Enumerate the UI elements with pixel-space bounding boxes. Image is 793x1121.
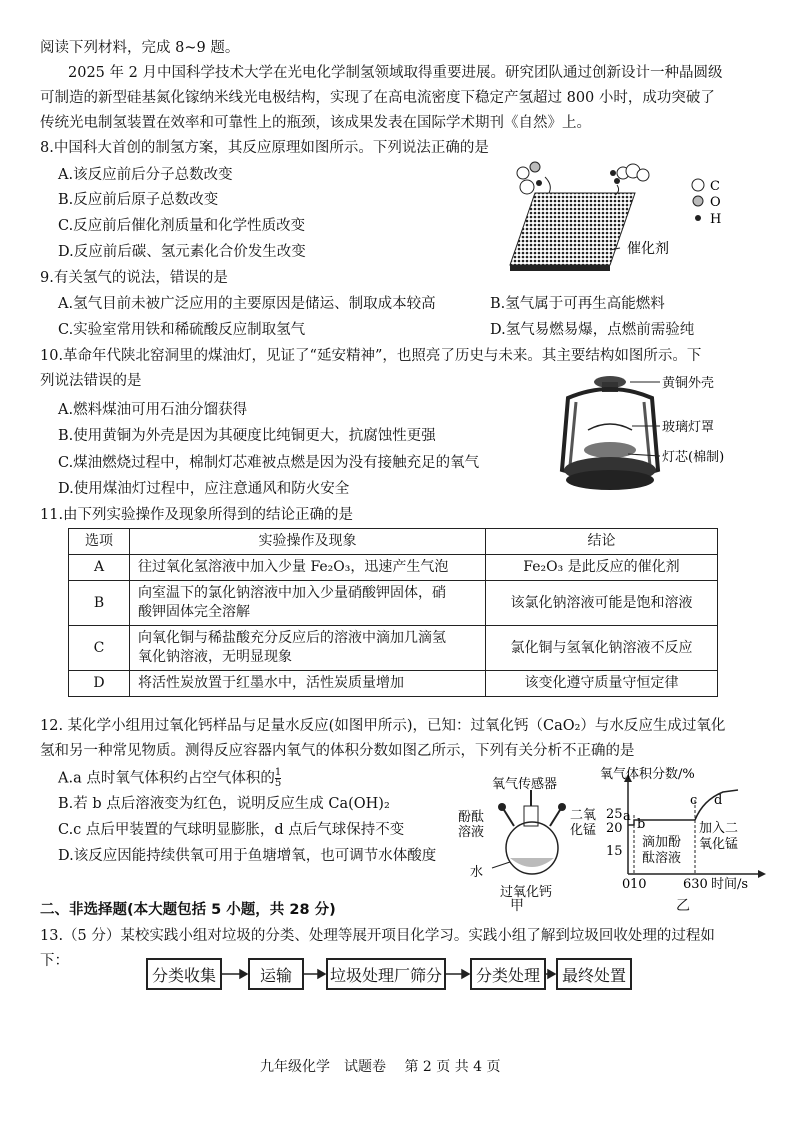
q9-option-d: D.氢气易燃易爆，点燃前需验纯 [490, 322, 695, 338]
legend-o-icon [693, 196, 703, 206]
table-row [69, 626, 718, 671]
legend-c-label: C [710, 179, 720, 194]
graph-xtick-630: 630 [683, 877, 708, 892]
q9-option-b: B.氢气属于可再生高能燃料 [490, 296, 665, 312]
passage-line-1: 2025 年 2 月中国科学技术大学在光电化学制氢领域取得重要进展。研究团队通过创新设计一种晶圆级 [68, 65, 723, 81]
q10-stem-1: 10.革命年代陕北窑洞里的煤油灯，见证了“延安精神”，也照亮了历史与未来。其主要结构如图所示。下 [40, 348, 702, 364]
graph-note-1: 滴加酚 [642, 835, 682, 850]
q11-table [68, 528, 718, 697]
graph-xtick-10: 10 [630, 877, 647, 892]
q8-option-d: D.反应前后碳、氢元素化合价发生改变 [58, 244, 306, 260]
passage-line-3: 传统光电制氢装置在效率和可靠性上的瓶颈，该成果发表在国际学术期刊《自然》上。 [40, 115, 591, 131]
q9-stem: 9.有关氢气的说法，错误的是 [40, 270, 228, 286]
graph-point-c: c [690, 793, 698, 808]
table-cell-operation: 往过氧化氢溶液中加入少量 Fe₂O₃，迅速产生气泡 [130, 555, 486, 581]
q12-apparatus-figure [458, 776, 612, 906]
q9-option-a: A.氢气目前未被广泛应用的主要原因是储运、制取成本较高 [58, 296, 436, 312]
legend-h-icon [695, 215, 701, 221]
q8-option-b: B.反应前后原子总数改变 [58, 192, 219, 208]
q13-stem-1: 13.（5 分）某校实践小组对垃圾的分类、处理等展开项目化学习。实践小组了解到垃圾回收处理的过程如 [40, 928, 715, 944]
q12-option-a [58, 768, 281, 789]
graph-xlabel: 时间/s [711, 877, 749, 892]
lamp-label-glass: 玻璃灯罩 [662, 420, 715, 435]
table-cell-option: D [69, 671, 130, 697]
table-header-cell: 实验操作及现象 [130, 529, 486, 555]
table-cell-conclusion: 氯化铜与氢氧化钠溶液不反应 [486, 626, 718, 671]
fraction-numerator: 1 [274, 767, 282, 778]
table-header-row [69, 529, 718, 555]
table-cell-conclusion: Fe₂O₃ 是此反应的催化剂 [486, 555, 718, 581]
q9-option-c: C.实验室常用铁和稀硫酸反应制取氢气 [58, 322, 306, 338]
figure-caption-yi: 乙 [676, 898, 690, 914]
intro-line: 阅读下列材料，完成 8~9 题。 [40, 40, 240, 56]
flow-arrows [0, 964, 793, 984]
catalyst-label: 催化剂 [627, 241, 669, 257]
q10-stem-2: 列说法错误的是 [40, 373, 142, 389]
q12-option-c: C.c 点后甲装置的气球明显膨胀，d 点后气球保持不变 [58, 822, 405, 838]
flow-step-final: 最终处置 [556, 958, 632, 990]
table-cell-conclusion: 该氯化钠溶液可能是饱和溶液 [486, 581, 718, 626]
table-cell-option: A [69, 555, 130, 581]
passage-line-2: 可制造的新型硅基氮化镓纳米线光电极结构，实现了在高电流密度下稳定产氢超过 800 小时，成功突破了 [40, 90, 715, 106]
operation-line: 向室温下的氯化钠溶液中加入少量硝酸钾固体，硝 [138, 585, 446, 601]
apparatus-label-mno2-1: 二氧 [570, 808, 597, 823]
flow-step-sorting: 分类处理 [470, 958, 546, 990]
fraction [275, 768, 281, 789]
apparatus-label-phenol: 酚酞 [458, 810, 485, 825]
table-row [69, 581, 718, 626]
legend-c-icon [692, 179, 704, 191]
apparatus-label-mno2-2: 化锰 [570, 823, 597, 838]
q8-option-a: A.该反应前后分子总数改变 [58, 167, 233, 183]
table-cell-operation: 将活性炭放置于红墨水中，活性炭质量增加 [130, 671, 486, 697]
graph-ytick-20: 20 [606, 821, 623, 836]
page-footer: 九年级化学 试题卷 第 2 页 共 4 页 [260, 1059, 501, 1075]
figure-caption-jia: 甲 [510, 898, 524, 914]
operation-line: 向氧化铜与稀盐酸充分反应后的溶液中滴加几滴氢 [138, 630, 446, 646]
kerosene-lamp-figure [548, 370, 748, 498]
graph-xtick-0: 0 [622, 877, 631, 892]
q12-option-d: D.该反应因能持续供氧可用于鱼塘增氧，也可调节水体酸度 [58, 848, 437, 864]
q10-option-b: B.使用黄铜为外壳是因为其硬度比纯铜更大，抗腐蚀性更强 [58, 428, 436, 444]
q10-option-d: D.使用煤油灯过程中，应注意通风和防火安全 [58, 481, 350, 497]
apparatus-label-water: 水 [470, 865, 484, 880]
q10-option-a: A.燃料煤油可用石油分馏获得 [58, 402, 248, 418]
flow-step-transport: 运输 [248, 958, 304, 990]
graph-note-3: 加入二 [699, 821, 739, 836]
legend-h-label: H [710, 212, 722, 227]
table-cell-option: C [69, 626, 130, 671]
table-cell-operation [130, 626, 486, 671]
q8-stem: 8.中国科大首创的制氢方案，其反应原理如图所示。下列说法正确的是 [40, 140, 489, 156]
q13-stem-2: 下： [40, 953, 69, 969]
arrow-right-icon [462, 970, 469, 978]
table-row [69, 671, 718, 697]
q12-stem-2: 氢和另一种常见物质。测得反应容器内氧气的体积分数如图乙所示，下列有关分析不正确的是 [40, 743, 635, 759]
table-row [69, 555, 718, 581]
graph-note-4: 氧化锰 [699, 837, 739, 852]
graph-ylabel: 氧气体积分数/% [600, 767, 695, 782]
apparatus-label-sensor: 氧气传感器 [492, 777, 558, 792]
graph-ytick-15: 15 [606, 844, 623, 859]
q8-catalyst-figure [505, 155, 775, 273]
apparatus-label-cao2: 过氧化钙 [500, 885, 553, 900]
table-header-cell: 选项 [69, 529, 130, 555]
table-cell-conclusion: 该变化遵守质量守恒定律 [486, 671, 718, 697]
section-heading: 二、非选择题(本大题包括 5 小题，共 28 分) [40, 902, 336, 918]
operation-line: 氧化钠溶液，无明显现象 [138, 649, 292, 665]
graph-point-a: a [623, 809, 631, 824]
arrow-right-icon [548, 970, 555, 978]
graph-point-d: d [714, 793, 723, 808]
q8-option-c: C.反应前后催化剂质量和化学性质改变 [58, 218, 306, 234]
arrow-right-icon [318, 970, 325, 978]
q12-option-a-text: A.a 点时氧气体积约占空气体积的 [58, 770, 275, 787]
arrow-right-icon [240, 970, 247, 978]
q12-option-b: B.若 b 点后溶液变为红色，说明反应生成 Ca(OH)₂ [58, 796, 390, 812]
operation-line: 酸钾固体完全溶解 [138, 604, 250, 620]
fraction-denominator: 5 [274, 778, 282, 789]
q10-option-c: C.煤油燃烧过程中，棉制灯芯难被点燃是因为没有接触充足的氧气 [58, 455, 480, 471]
flow-step-screening: 垃圾处理厂筛分 [326, 958, 446, 990]
graph-point-b: b [637, 817, 646, 832]
lamp-label-shell: 黄铜外壳 [662, 376, 715, 391]
q11-stem: 11.由下列实验操作及现象所得到的结论正确的是 [40, 507, 354, 523]
graph-note-2: 酞溶液 [642, 851, 682, 866]
q12-oxygen-graph [598, 767, 768, 900]
q12-stem-1: 12. 某化学小组用过氧化钙样品与足量水反应(如图甲所示)，已知：过氧化钙（CaO₂）与水反应生成过氧化 [40, 718, 726, 734]
flow-step-collect: 分类收集 [146, 958, 222, 990]
graph-ytick-25: 25 [606, 807, 623, 822]
apparatus-label-solution: 溶液 [458, 825, 485, 840]
table-cell-option: B [69, 581, 130, 626]
table-header-cell: 结论 [486, 529, 718, 555]
lamp-label-wick: 灯芯(棉制) [662, 450, 725, 465]
legend-o-label: O [710, 195, 721, 210]
table-cell-operation [130, 581, 486, 626]
